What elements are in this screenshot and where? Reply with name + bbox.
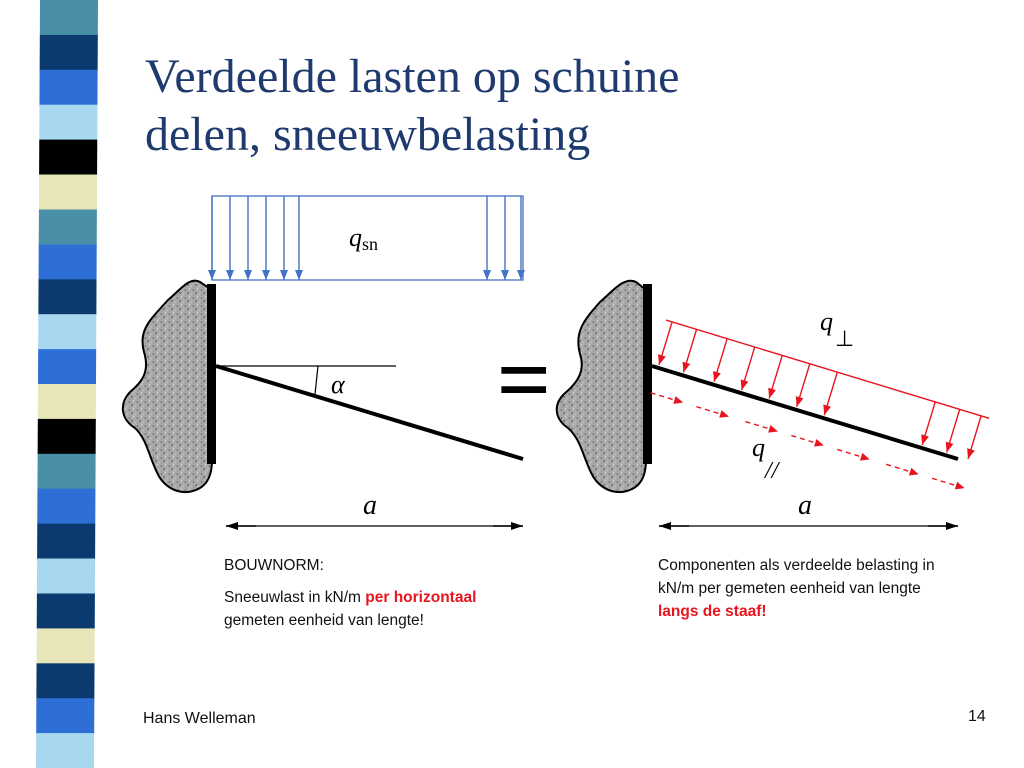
parallel-load-arrow: [745, 422, 778, 433]
components-body-text: Componenten als verdeelde belasting in kN/m per gemeten eenheid van lengte: [658, 557, 935, 597]
dimension-arrowhead: [493, 522, 523, 530]
angle-label: α: [331, 370, 345, 399]
snow-load-subscript: sn: [362, 234, 379, 254]
title-line-1: Verdeelde lasten op schuine: [145, 50, 680, 103]
strip-block: [30, 594, 110, 629]
fixed-support-bar-left: [207, 284, 216, 464]
strip-block: [30, 70, 110, 105]
parallel-load-label: [752, 433, 781, 484]
span-label-left: a: [363, 490, 377, 521]
snow-load-arrow: [280, 196, 288, 280]
snow-load-label: [349, 223, 378, 254]
perp-load-symbol: q: [820, 307, 833, 336]
strip-block: [30, 419, 110, 454]
strip-block: [30, 349, 110, 384]
strip-block: [30, 0, 110, 35]
perp-load-label: [820, 307, 854, 351]
note-body: [224, 586, 504, 632]
strip-block: [30, 489, 110, 524]
perp-load-arrow: [796, 364, 810, 407]
rock-wall-right: [557, 281, 646, 492]
parallel-load-arrow: [886, 464, 919, 475]
components-body: [658, 554, 938, 623]
building-code-note: [224, 554, 504, 632]
perp-load-arrow: [921, 402, 935, 445]
strip-block: [30, 35, 110, 70]
note-body-text-end: gemeten eenheid van lengte!: [224, 612, 424, 629]
snow-load-arrow: [501, 196, 509, 280]
perp-load-arrow: [967, 416, 981, 459]
strip-block: [30, 314, 110, 349]
strip-block: [30, 140, 110, 175]
perpendicular-load: [658, 320, 989, 459]
perp-load-arrow: [741, 347, 755, 390]
perp-load-arrow: [683, 329, 697, 372]
snow-load-arrow: [295, 196, 303, 280]
snow-load-arrow: [208, 196, 216, 280]
fixed-support-bar-right: [643, 284, 652, 464]
snow-load-arrow: [226, 196, 234, 280]
angle-tick: [315, 366, 318, 394]
strip-block: [30, 384, 110, 419]
equals-sign: =: [496, 326, 552, 433]
strip-block: [30, 559, 110, 594]
snow-load-symbol: q: [349, 223, 362, 252]
page-number: 14: [968, 708, 986, 725]
snow-load-arrow: [244, 196, 252, 280]
inclined-beam-left: [216, 366, 523, 459]
decorative-side-strip: [30, 0, 110, 768]
parallel-load-arrow: [837, 449, 870, 460]
note-highlight: per horizontaal: [365, 589, 477, 606]
snow-load-arrow: [517, 196, 525, 280]
perp-load-arrow: [823, 372, 837, 415]
parallel-load: [651, 393, 965, 490]
diagram-right: [557, 281, 989, 530]
slide-title: [145, 48, 1005, 164]
footer-author: Hans Welleman: [143, 710, 256, 727]
span-label-right: a: [798, 490, 812, 521]
rock-wall-left: [123, 281, 212, 493]
parallel-load-arrow: [791, 436, 824, 447]
strip-block: [30, 454, 110, 489]
diagram-left: [123, 196, 525, 530]
dimension-arrowhead: [226, 522, 256, 530]
strip-block: [30, 210, 110, 245]
perp-load-arrow: [768, 355, 782, 398]
parallel-load-arrow: [932, 478, 965, 489]
perp-load-subscript: ⊥: [835, 326, 855, 351]
components-note: [658, 554, 938, 623]
parallel-load-symbol: q: [752, 433, 765, 462]
strip-block: [30, 105, 110, 140]
span-dimension-right: [659, 522, 958, 530]
parallel-load-subscript: //: [765, 458, 779, 484]
strip-block: [30, 244, 110, 279]
span-dimension-left: [226, 522, 523, 530]
strip-block: [30, 628, 110, 663]
strip-block: [30, 663, 110, 698]
strip-block: [30, 698, 110, 733]
perp-load-arrow: [946, 409, 960, 452]
parallel-load-arrow: [651, 393, 684, 404]
components-highlight: langs de staaf!: [658, 603, 767, 620]
strip-block: [30, 175, 110, 210]
perp-load-arrow: [658, 322, 672, 365]
dimension-arrowhead: [928, 522, 958, 530]
title-line-2: delen, sneeuwbelasting: [145, 108, 591, 161]
note-body-text: Sneeuwlast in kN/m: [224, 589, 366, 606]
note-heading: BOUWNORM:: [224, 557, 324, 574]
strip-block: [30, 524, 110, 559]
snow-load-arrow: [483, 196, 491, 280]
strip-block: [30, 279, 110, 314]
parallel-load-arrow: [696, 407, 729, 418]
strip-block: [30, 733, 110, 768]
perp-load-arrow: [713, 339, 727, 382]
snow-load-arrow: [262, 196, 270, 280]
dimension-arrowhead: [659, 522, 689, 530]
